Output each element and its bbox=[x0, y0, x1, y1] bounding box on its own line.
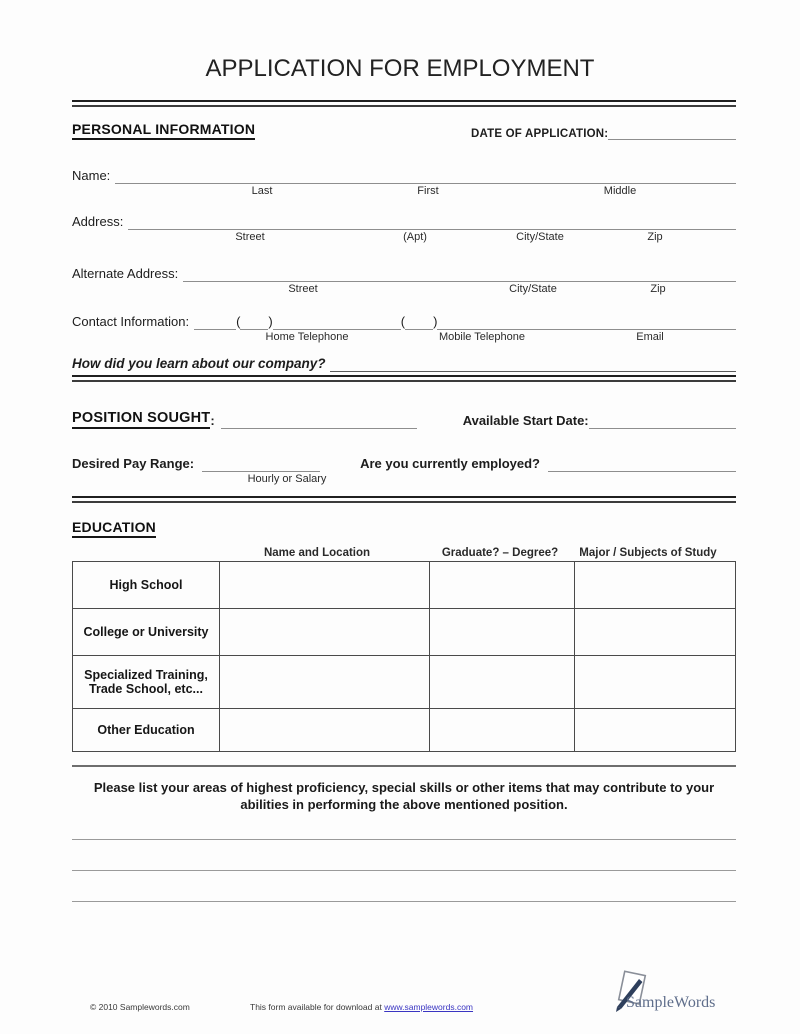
position-sought-colon: : bbox=[210, 413, 215, 428]
education-cell-college-name[interactable] bbox=[220, 609, 430, 656]
currently-employed-field[interactable] bbox=[548, 457, 736, 472]
position-sought-heading: POSITION SOUGHT bbox=[72, 410, 210, 429]
home-phone-close-paren: ) bbox=[268, 314, 273, 329]
alternate-address-field[interactable] bbox=[183, 267, 736, 282]
company-question-field[interactable] bbox=[330, 357, 736, 372]
table-row bbox=[73, 656, 736, 709]
name-sublabel-middle: Middle bbox=[603, 185, 637, 197]
contact-area-code-field[interactable] bbox=[194, 315, 236, 330]
alt-address-sublabel-zip: Zip bbox=[650, 283, 666, 295]
contact-information-label: Contact Information: bbox=[72, 314, 190, 329]
contact-sublabel-mobile-telephone: Mobile Telephone bbox=[438, 331, 526, 343]
mobile-phone-open-paren: ( bbox=[400, 314, 406, 329]
name-label: Name: bbox=[72, 168, 111, 183]
mobile-phone-close-paren: ) bbox=[433, 314, 438, 329]
page-title: APPLICATION FOR EMPLOYMENT bbox=[205, 55, 595, 82]
education-cell-highschool-name[interactable] bbox=[220, 562, 430, 609]
skills-line-2[interactable] bbox=[72, 840, 736, 871]
table-row bbox=[73, 709, 736, 752]
pay-sublabel-hourly-or-salary: Hourly or Salary bbox=[247, 473, 327, 485]
title-divider bbox=[72, 100, 736, 107]
mobile-phone-prefix-field[interactable] bbox=[405, 315, 433, 330]
education-table bbox=[72, 561, 736, 752]
education-row-label-college: College or University bbox=[73, 609, 220, 656]
alt-address-sublabel-citystate: City/State bbox=[509, 283, 557, 295]
name-sublabel-first: First bbox=[417, 185, 439, 197]
education-cell-other-major[interactable] bbox=[575, 709, 736, 752]
date-of-application-field[interactable] bbox=[608, 125, 736, 140]
alternate-address-sublabels bbox=[72, 282, 736, 296]
address-sublabel-zip: Zip bbox=[647, 231, 663, 243]
contact-sublabel-home-telephone: Home Telephone bbox=[265, 331, 349, 343]
education-row-label-other: Other Education bbox=[73, 709, 220, 752]
contact-sublabels bbox=[72, 330, 736, 344]
skills-line-3[interactable] bbox=[72, 871, 736, 902]
education-column-headers bbox=[72, 546, 736, 560]
download-note-text: This form available for download at bbox=[250, 1002, 382, 1012]
education-heading: EDUCATION bbox=[72, 519, 156, 538]
education-row-label-specialized-training: Specialized Training, Trade School, etc... bbox=[73, 656, 220, 709]
education-col-graduate-degree: Graduate? – Degree? bbox=[441, 547, 559, 559]
position-section-divider bbox=[72, 496, 736, 503]
personal-information-heading: PERSONAL INFORMATION bbox=[72, 121, 255, 140]
education-cell-college-major[interactable] bbox=[575, 609, 736, 656]
date-of-application-label: DATE OF APPLICATION: bbox=[471, 128, 609, 140]
education-row-label-high-school: High School bbox=[73, 562, 220, 609]
home-phone-prefix-field[interactable] bbox=[240, 315, 268, 330]
logo-text: SampleWords bbox=[626, 994, 716, 1011]
samplewords-logo bbox=[612, 970, 752, 1022]
available-start-date-label: Available Start Date: bbox=[462, 413, 589, 428]
skills-prompt: Please list your areas of highest proficiency, special skills or other items that may contribute to your abilities in performing the above mentioned position. bbox=[93, 780, 715, 812]
address-sublabel-apt: (Apt) bbox=[403, 231, 427, 243]
skills-line-1[interactable] bbox=[72, 813, 736, 840]
name-sublabel-last: Last bbox=[251, 185, 273, 197]
education-cell-specialized-major[interactable] bbox=[575, 656, 736, 709]
table-row bbox=[73, 609, 736, 656]
name-sublabels bbox=[72, 184, 736, 198]
education-cell-other-name[interactable] bbox=[220, 709, 430, 752]
contact-sublabel-email: Email bbox=[636, 331, 664, 343]
address-sublabels bbox=[72, 230, 736, 244]
education-cell-highschool-degree[interactable] bbox=[430, 562, 575, 609]
home-phone-open-paren: ( bbox=[236, 314, 241, 329]
position-sought-field[interactable] bbox=[221, 414, 417, 429]
copyright-text: © 2010 Samplewords.com bbox=[90, 1002, 190, 1012]
education-cell-specialized-degree[interactable] bbox=[430, 656, 575, 709]
address-sublabel-street: Street bbox=[235, 231, 265, 243]
desired-pay-range-label: Desired Pay Range: bbox=[72, 456, 195, 471]
education-col-major-subjects: Major / Subjects of Study bbox=[579, 547, 717, 559]
email-field[interactable] bbox=[437, 315, 736, 330]
education-cell-highschool-major[interactable] bbox=[575, 562, 736, 609]
download-note bbox=[250, 1002, 473, 1012]
alt-address-sublabel-street: Street bbox=[288, 283, 318, 295]
pay-sublabel-row bbox=[72, 472, 736, 486]
currently-employed-label: Are you currently employed? bbox=[360, 456, 540, 471]
table-row bbox=[73, 562, 736, 609]
company-question-label: How did you learn about our company? bbox=[72, 356, 326, 371]
personal-section-divider bbox=[72, 375, 736, 382]
home-phone-field[interactable] bbox=[273, 315, 401, 330]
address-sublabel-citystate: City/State bbox=[516, 231, 564, 243]
education-cell-other-degree[interactable] bbox=[430, 709, 575, 752]
education-cell-specialized-name[interactable] bbox=[220, 656, 430, 709]
samplewords-link[interactable]: www.samplewords.com bbox=[384, 1002, 474, 1012]
alternate-address-label: Alternate Address: bbox=[72, 266, 179, 281]
education-col-name-location: Name and Location bbox=[263, 547, 371, 559]
address-field[interactable] bbox=[128, 215, 736, 230]
education-cell-college-degree[interactable] bbox=[430, 609, 575, 656]
available-start-date-field[interactable] bbox=[589, 414, 736, 429]
desired-pay-range-field[interactable] bbox=[202, 457, 320, 472]
education-section-divider bbox=[72, 765, 736, 767]
name-field[interactable] bbox=[115, 169, 736, 184]
address-label: Address: bbox=[72, 214, 124, 229]
